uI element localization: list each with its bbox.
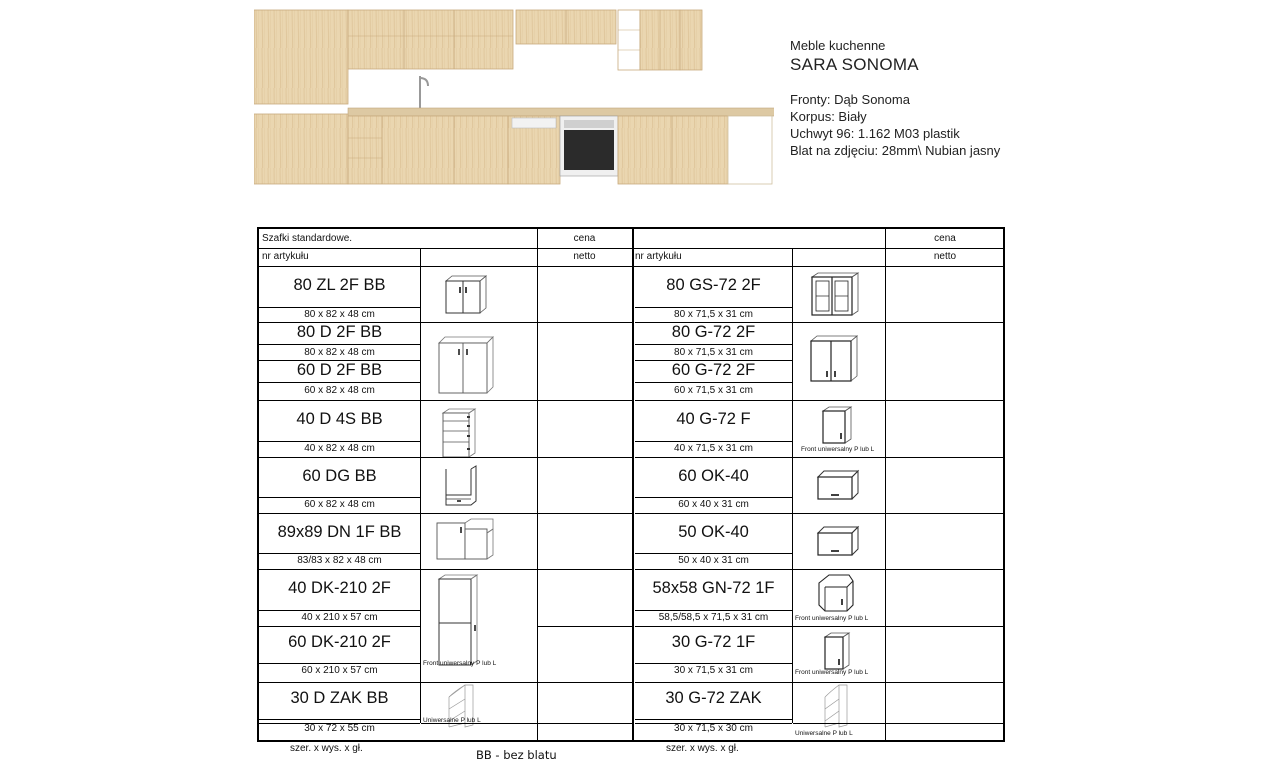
item-dims: 30 x 72 x 55 cm — [304, 723, 375, 734]
spec-worktop: Blat na zdjęciu: 28mm\ Nubian jasny — [790, 143, 1001, 158]
item-code: 60 OK-40 — [678, 467, 749, 485]
item-note: Front uniwersalny P lub L — [801, 446, 875, 453]
corner-wall-cabinet-icon — [815, 573, 859, 613]
product-info — [790, 38, 1000, 159]
item-dims: 40 x 210 x 57 cm — [301, 612, 378, 623]
item-note: Front uniwersalny P lub L — [795, 615, 869, 622]
spec-handle: Uchwyt 96: 1.162 M03 plastik — [790, 126, 960, 141]
item-code: 30 G-72 1F — [671, 633, 756, 651]
item-note: Uniwersalne P lub L — [423, 717, 481, 724]
product-name: SARA SONOMA — [790, 55, 919, 74]
item-note: Front uniwersalny P lub L — [795, 669, 869, 676]
net-header-right: netto — [933, 251, 957, 262]
item-code: 40 D 4S BB — [296, 410, 383, 428]
item-dims: 30 x 71,5 x 30 cm — [674, 723, 753, 734]
item-note: Uniwersalne P lub L — [795, 730, 853, 737]
item-dims: 80 x 82 x 48 cm — [304, 309, 375, 320]
net-header-left: netto — [573, 251, 596, 262]
item-dims: 80 x 71,5 x 31 cm — [674, 309, 753, 320]
narrow-wall-cabinet-icon — [821, 631, 853, 671]
single-door-wall-cabinet-icon — [819, 405, 855, 445]
tall-cabinet-icon — [435, 573, 483, 667]
corner-base-cabinet-icon — [435, 517, 495, 561]
double-door-wall-cabinet-icon — [807, 333, 861, 383]
footer-dims-right: szer. x wys. x gł. — [666, 743, 739, 754]
item-code: 80 ZL 2F BB — [293, 276, 386, 294]
item-code: 60 DK-210 2F — [288, 633, 391, 651]
glass-wall-cabinet-icon — [808, 271, 862, 317]
item-dims: 40 x 82 x 48 cm — [304, 443, 375, 454]
spec-body: Korpus: Biały — [790, 109, 867, 124]
catalog-table — [257, 227, 1005, 742]
footer-dims-left: szer. x wys. x gł. — [290, 743, 363, 754]
item-dims: 30 x 71,5 x 31 cm — [674, 665, 753, 676]
item-code: 40 DK-210 2F — [288, 579, 391, 597]
item-note: Front uniwersalny P lub L — [423, 660, 497, 667]
item-code: 60 DG BB — [302, 467, 377, 485]
item-dims: 60 x 40 x 31 cm — [678, 499, 749, 510]
item-code: 40 G-72 F — [676, 410, 751, 428]
footer-note: BB - bez blatu — [476, 748, 557, 762]
hood-cabinet-icon — [814, 523, 862, 559]
item-code: 80 G-72 2F — [671, 323, 756, 341]
item-code: 80 D 2F BB — [296, 323, 383, 341]
sink-base-cabinet-icon — [442, 273, 490, 315]
item-code: 58x58 GN-72 1F — [652, 579, 775, 597]
product-specs — [790, 91, 1000, 159]
item-code: 80 GS-72 2F — [666, 276, 761, 294]
item-dims: 60 x 82 x 48 cm — [304, 499, 375, 510]
item-dims: 58,5/58,5 x 71,5 x 31 cm — [658, 612, 769, 623]
hood-cabinet-icon — [814, 467, 862, 503]
item-dims: 83/83 x 82 x 48 cm — [297, 555, 382, 566]
oven-housing-cabinet-icon — [441, 465, 481, 507]
item-dims: 40 x 71,5 x 31 cm — [674, 443, 753, 454]
item-dims: 60 x 82 x 48 cm — [304, 385, 375, 396]
table-title: Szafki standardowe. — [262, 233, 353, 244]
spec-fronts: Fronty: Dąb Sonoma — [790, 92, 910, 107]
item-code: 60 D 2F BB — [296, 361, 383, 379]
item-code: 60 G-72 2F — [671, 361, 756, 379]
item-code: 89x89 DN 1F BB — [277, 523, 402, 541]
kitchen-illustration — [254, 8, 774, 186]
item-dims: 60 x 71,5 x 31 cm — [674, 385, 753, 396]
price-header-left: cena — [573, 233, 596, 244]
item-dims: 60 x 210 x 57 cm — [301, 665, 378, 676]
item-dims: 80 x 71,5 x 31 cm — [674, 347, 753, 358]
item-code: 30 D ZAK BB — [290, 689, 389, 707]
four-drawer-cabinet-icon — [439, 407, 479, 459]
item-dims: 50 x 40 x 31 cm — [678, 555, 749, 566]
item-dims: 80 x 82 x 48 cm — [304, 347, 375, 358]
article-header-left: nr artykułu — [262, 251, 309, 262]
item-code: 50 OK-40 — [678, 523, 749, 541]
item-code: 30 G-72 ZAK — [665, 689, 762, 707]
product-series: Meble kuchenne — [790, 38, 886, 53]
price-header-right: cena — [934, 233, 956, 244]
double-door-base-cabinet-icon — [435, 333, 497, 395]
article-header-right: nr artykułu — [635, 251, 682, 262]
